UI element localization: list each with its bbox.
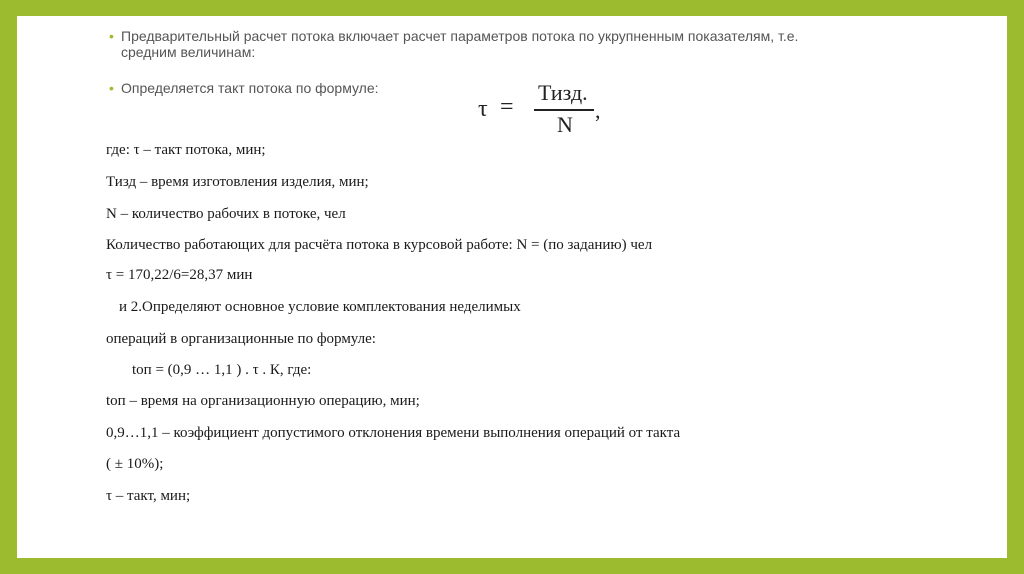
bullet-item-2	[109, 80, 379, 96]
formula-tau: τ	[478, 96, 488, 122]
body-line-1: где: τ – такт потока, мин;	[106, 142, 266, 158]
body-line-9: tоп – время на организационную операцию, мин;	[106, 393, 420, 409]
bullet-item-1-cont	[121, 44, 255, 60]
body-line-5: τ = 170,22/6=28,37 мин	[106, 267, 253, 283]
body-line-10: 0,9…1,1 – коэффициент допустимого отклонения времени выполнения операций от такта	[106, 425, 681, 441]
body-line-2: Тизд – время изготовления изделия, мин;	[106, 174, 369, 190]
formula-fraction-bar	[534, 109, 594, 111]
bullet-item-1	[109, 28, 799, 44]
bullet-text-1-cont: средним величинам:	[121, 44, 256, 60]
bullet-text-1: Предварительный расчет потока включает расчет параметров потока по укрупненным показателям, т.е.	[121, 28, 799, 44]
bullet-text-2: Определяется такт потока по формуле:	[121, 80, 379, 96]
takt-formula	[478, 76, 608, 136]
body-line-8: tоп = (0,9 … 1,1 ) . τ . К, где:	[132, 362, 312, 378]
formula-numerator: Тизд.	[538, 80, 588, 105]
body-line-7: операций в организационные по формуле:	[106, 331, 376, 347]
body-line-3: N – количество рабочих в потоке, чел	[106, 206, 346, 222]
body-line-12: τ – такт, мин;	[106, 488, 191, 504]
body-line-4: Количество работающих для расчёта потока в курсовой работе: N = (по заданию) чел	[106, 237, 653, 253]
formula-denominator: N	[557, 112, 573, 137]
formula-equals: =	[500, 94, 514, 120]
body-line-6: и 2.Определяют основное условие комплектования неделимых	[119, 299, 521, 315]
formula-comma: ,	[595, 98, 601, 123]
body-line-11: ( ± 10%);	[106, 456, 164, 472]
bullet-dot-icon: •	[109, 28, 114, 44]
bullet-dot-icon: •	[109, 80, 114, 96]
